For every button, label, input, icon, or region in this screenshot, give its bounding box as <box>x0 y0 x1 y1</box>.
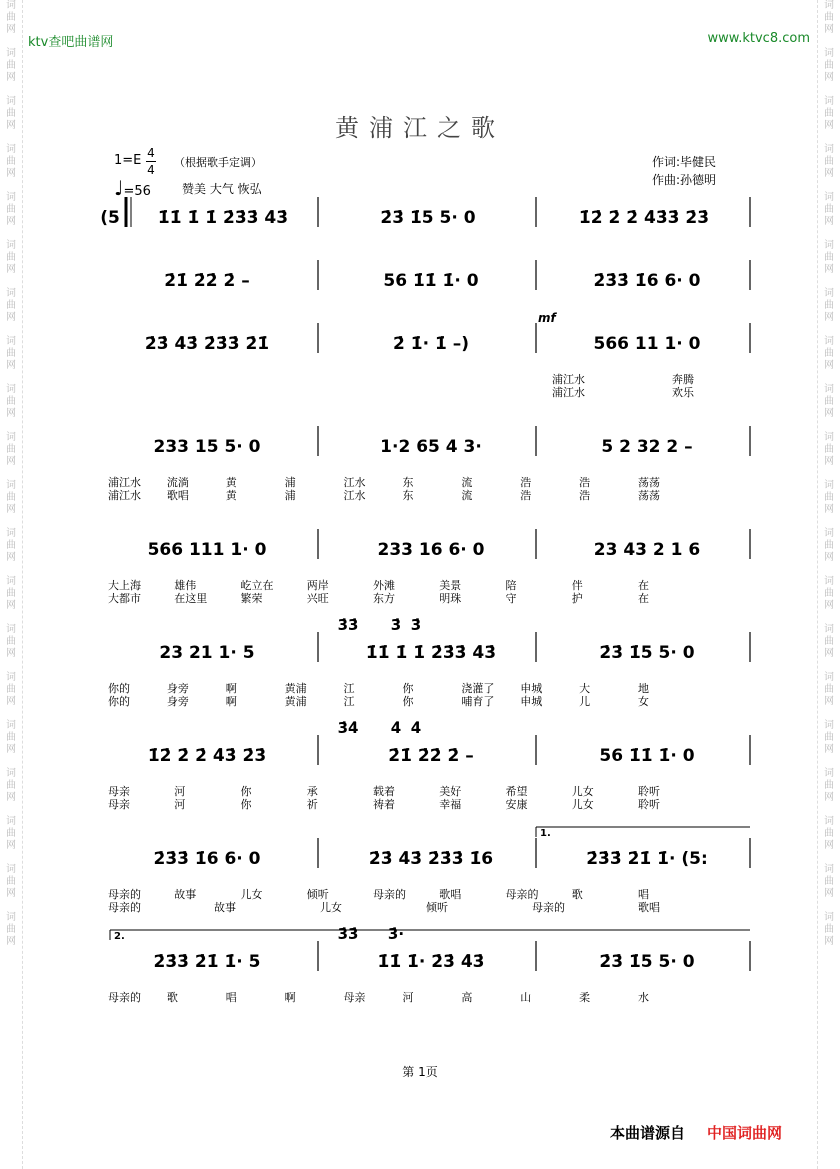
measure-notes: (5 <box>100 208 120 228</box>
lyric-word: 山 <box>520 991 532 1004</box>
lyric-word: 大都市 <box>108 592 141 605</box>
watermark-unit: 词 曲 网 <box>6 768 16 803</box>
watermark-unit: 词 曲 网 <box>824 48 834 83</box>
watermark-unit: 词 曲 网 <box>824 624 834 659</box>
upper-notes: 3̇ <box>390 616 402 634</box>
lyric-word: 黄 <box>225 489 237 502</box>
measure-notes: 5 2 32 2 – <box>601 437 693 457</box>
lyric-word: 你 <box>240 798 252 811</box>
lyric-word: 母亲 <box>343 991 366 1004</box>
watermark-unit: 词 曲 网 <box>824 720 834 755</box>
lyric-word: 流 <box>461 489 473 502</box>
lyric-word: 江水 <box>343 489 366 502</box>
lyric-word: 柔 <box>579 991 591 1004</box>
lyric-word: 歌唱 <box>638 901 660 914</box>
lyric-word: 儿 <box>579 695 591 708</box>
lyric-word: 欢乐 <box>672 386 694 399</box>
key-note: （根据歌手定调） <box>174 156 262 169</box>
measure-notes: 2̇3̇3̇ 2̇1̇ 1̇· 5 <box>153 952 261 972</box>
lyric-word: 身旁 <box>166 695 189 708</box>
measure-notes: 2̇3̇ 1̇5 5· 0 <box>599 952 695 972</box>
lyric-word: 幸福 <box>439 798 462 811</box>
lyric-word: 流淌 <box>166 476 189 489</box>
lyric-word: 在这里 <box>174 592 208 605</box>
measure-notes: 2̇1̇ 2̇2̇ 2̇ – <box>164 271 250 291</box>
upper-notes: 3̇3̇ <box>337 616 359 634</box>
lyric-word: 载着 <box>373 785 395 798</box>
measure-notes: 233 15 5· 0 <box>153 437 261 457</box>
dynamic-mf: mf <box>538 311 556 325</box>
lyric-word: 浇灌了 <box>461 682 495 695</box>
upper-notes: 3̇3̇ <box>337 925 359 943</box>
lyric-word: 申城 <box>520 695 543 708</box>
lyric-word: 在 <box>638 592 649 605</box>
volta-2: 2. <box>114 931 125 942</box>
lyric-word: 东 <box>402 489 414 502</box>
lyric-word: 雄伟 <box>174 579 197 592</box>
lyric-word: 守 <box>505 592 517 605</box>
lyric-word: 美好 <box>439 785 462 798</box>
lyric-word: 河 <box>402 991 414 1004</box>
measure-notes: 1̇1̇ 1̇· 2̇3̇ 4̇3̇ <box>377 952 485 972</box>
lyric-word: 母亲的 <box>108 901 141 914</box>
lyric-word: 希望 <box>505 785 528 798</box>
watermark-unit: 词 曲 网 <box>824 480 834 515</box>
lyric-word: 伴 <box>571 579 583 592</box>
watermark-unit: 词 曲 网 <box>6 96 16 131</box>
lyric-word: 啊 <box>225 682 237 695</box>
lyric-word: 母亲的 <box>532 901 565 914</box>
lyric-word: 外滩 <box>373 579 395 592</box>
lyric-word: 你的 <box>108 682 130 695</box>
watermark-unit: 词 曲 网 <box>6 336 16 371</box>
lyric-word: 浦江水 <box>552 386 585 399</box>
watermark-unit: 词 曲 网 <box>6 624 16 659</box>
measure-notes: 2̇3̇ 1̇5 5· 0 <box>599 643 695 663</box>
lyric-word: 倾听 <box>426 901 448 914</box>
watermark-unit: 词 曲 网 <box>824 240 834 275</box>
lyric-word: 你 <box>240 785 252 798</box>
lyric-word: 黄浦 <box>284 682 307 695</box>
measure-notes: 2̇3̇3̇ 1̇6 6· 0 <box>593 271 701 291</box>
lyric-word: 你 <box>402 695 414 708</box>
lyric-word: 护 <box>571 592 583 605</box>
lyric-word: 浩 <box>579 489 591 502</box>
lyric-word: 奔腾 <box>672 373 694 386</box>
measure-notes: 1·2 65 4 3· <box>380 437 482 457</box>
watermark-unit: 词 曲 网 <box>6 144 16 179</box>
lyric-word: 明珠 <box>439 592 462 605</box>
watermark-unit: 词 曲 网 <box>824 864 834 899</box>
lyric-word: 身旁 <box>166 682 189 695</box>
watermark-unit: 词 曲 网 <box>6 672 16 707</box>
lyric-word: 承 <box>306 785 318 798</box>
lyric-word: 聆听 <box>638 798 660 811</box>
watermark-unit: 词 曲 网 <box>6 0 16 35</box>
lyric-word: 繁荣 <box>240 592 263 605</box>
lyric-word: 啊 <box>284 991 296 1004</box>
lyric-word: 流 <box>461 476 473 489</box>
lyric-word: 在 <box>638 579 649 592</box>
lyric-word: 歌唱 <box>439 888 462 901</box>
lyric-word: 倾听 <box>306 888 329 901</box>
lyric-word: 荡荡 <box>638 476 660 489</box>
upper-notes: 3̇4̇ <box>337 719 359 737</box>
lyric-word: 啊 <box>225 695 237 708</box>
lyric-word: 你的 <box>108 695 130 708</box>
watermark-unit: 词 曲 网 <box>6 912 16 947</box>
lyric-word: 安康 <box>505 798 528 811</box>
measure-notes: 2̇3̇3̇ 1̇6 6· 0 <box>153 849 261 869</box>
lyric-word: 浩 <box>579 476 591 489</box>
measure-notes: 233 16 6· 0 <box>377 540 485 560</box>
watermark-unit: 词 曲 网 <box>824 288 834 323</box>
lyric-word: 浩 <box>520 476 532 489</box>
lyric-word: 歌 <box>166 991 178 1004</box>
measure-notes: 23 21 1· 5 <box>159 643 255 663</box>
upper-notes: 3̇· <box>387 925 405 943</box>
lyric-word: 荡荡 <box>638 489 660 502</box>
lyric-word: 大 <box>579 682 591 695</box>
lyric-word: 浦 <box>284 476 296 489</box>
lyric-word: 东 <box>402 476 414 489</box>
watermark-unit: 词 曲 网 <box>6 864 16 899</box>
source-site-link[interactable]: 中国词曲网 <box>707 1124 783 1142</box>
lyric-word: 屹立在 <box>240 579 274 592</box>
page-number: 第 1页 <box>402 1065 438 1079</box>
measure-notes: 2̇3̇ 1̇5 5· 0 <box>380 208 476 228</box>
lyric-word: 浦江水 <box>552 373 585 386</box>
lyric-word: 黄 <box>225 476 237 489</box>
lyric-word: 地 <box>638 682 649 695</box>
watermark-unit: 词 曲 网 <box>824 816 834 851</box>
lyric-word: 高 <box>461 991 473 1004</box>
watermark-unit: 词 曲 网 <box>824 528 834 563</box>
watermark-unit: 词 曲 网 <box>824 384 834 419</box>
lyric-word: 哺育了 <box>461 695 495 708</box>
watermark-unit: 词 曲 网 <box>824 672 834 707</box>
lyric-word: 美景 <box>439 579 462 592</box>
lyric-word: 母亲 <box>108 785 130 798</box>
lyric-word: 你 <box>402 682 414 695</box>
lyric-word: 故事 <box>174 888 197 901</box>
lyric-word: 儿女 <box>571 798 594 811</box>
watermark-unit: 词 曲 网 <box>824 144 834 179</box>
upper-notes: 4̇ <box>410 719 422 737</box>
quarter-note-icon: ♩ <box>114 176 124 200</box>
lyric-word: 歌 <box>571 888 583 901</box>
measure-notes: 1̇2̇ 2̇ 2̇ 4̇3̇ 2̇3̇ <box>147 746 267 766</box>
watermark-unit: 词 曲 网 <box>6 240 16 275</box>
lyric-word: 祷着 <box>373 798 395 811</box>
watermark-unit: 词 曲 网 <box>6 384 16 419</box>
lyric-word: 河 <box>174 785 186 798</box>
lyric-word: 聆听 <box>638 785 660 798</box>
site-link-left[interactable]: ktv查吧曲谱网 <box>28 35 114 50</box>
lyric-word: 母亲的 <box>505 888 539 901</box>
lyric-word: 唱 <box>638 888 649 901</box>
measure-notes: 1̇1̇ 1̇ 1̇ 2̇3̇3̇ 4̇3̇ <box>157 208 289 228</box>
lyric-word: 两岸 <box>306 579 329 592</box>
watermark-unit: 词 曲 网 <box>824 0 834 35</box>
song-title: 黄浦江之歌 <box>335 114 505 142</box>
measure-notes: 1̇2̇ 2̇ 2̇ 4̇3̇3̇ 2̇3̇ <box>578 208 710 228</box>
lyric-word: 儿女 <box>320 901 342 914</box>
measure-notes: 23 43 2 1 6 <box>593 540 701 560</box>
lyric-word: 江 <box>343 695 355 708</box>
lyric-word: 母亲的 <box>108 991 141 1004</box>
lyric-word: 陪 <box>505 579 517 592</box>
key-signature: 1=E <box>114 153 142 168</box>
measure-notes: 566 11 1· 0 <box>593 334 701 354</box>
watermark-unit: 词 曲 网 <box>824 96 834 131</box>
lyric-word: 祈 <box>306 798 318 811</box>
lyric-word: 儿女 <box>571 785 594 798</box>
lyric-word: 母亲的 <box>108 888 141 901</box>
lyric-word: 兴旺 <box>306 592 329 605</box>
watermark-unit: 词 曲 网 <box>824 336 834 371</box>
mood-marking: 赞美 大气 恢弘 <box>182 182 262 196</box>
lyric-word: 东方 <box>373 592 395 605</box>
lyric-word: 母亲的 <box>373 888 406 901</box>
measure-notes: 566 111 1· 0 <box>147 540 267 560</box>
lyric-word: 江水 <box>343 476 366 489</box>
tempo-value: =56 <box>123 184 151 199</box>
measure-notes: 2̇ 1̇· 1̇ –) <box>393 334 469 354</box>
lyric-word: 黄浦 <box>284 695 307 708</box>
watermark-unit: 词 曲 网 <box>6 576 16 611</box>
measure-notes: 2̇3̇ 4̇3̇ 2̇3̇3̇ 1̇6 <box>368 849 494 869</box>
lyric-word: 申城 <box>520 682 543 695</box>
time-signature-bottom: 4 <box>147 163 155 177</box>
watermark-unit: 词 曲 网 <box>6 192 16 227</box>
composer: 作曲:孙德明 <box>652 173 717 187</box>
watermark-unit: 词 曲 网 <box>824 432 834 467</box>
watermark-unit: 词 曲 网 <box>6 720 16 755</box>
time-signature-top: 4 <box>147 146 155 160</box>
lyric-word: 大上海 <box>108 579 141 592</box>
lyric-word: 江 <box>343 682 355 695</box>
lyric-word: 女 <box>638 695 649 708</box>
watermark-unit: 词 曲 网 <box>824 192 834 227</box>
watermark-unit: 词 曲 网 <box>6 816 16 851</box>
source-credit <box>610 1122 782 1143</box>
lyric-word: 母亲 <box>108 798 130 811</box>
lyric-word: 河 <box>174 798 186 811</box>
lyric-word: 儿女 <box>240 888 263 901</box>
watermark-unit: 词 曲 网 <box>824 912 834 947</box>
measure-notes: 2̇3̇ 4̇3̇ 2̇3̇3̇ 2̇1̇ <box>144 334 270 354</box>
lyric-word: 水 <box>638 991 649 1004</box>
lyric-word: 浦江水 <box>108 476 141 489</box>
measure-notes: 56 1̇1̇ 1̇· 0 <box>599 746 695 766</box>
lyric-word: 浦江水 <box>108 489 141 502</box>
source-label: 本曲谱源自 <box>610 1124 686 1142</box>
measure-notes: 1̇1̇ 1̇ 1̇ 2̇3̇3̇ 4̇3̇ <box>365 643 497 663</box>
volta-1: 1. <box>540 828 551 839</box>
lyric-word: 浦 <box>284 489 296 502</box>
measure-notes: 2̇3̇3̇ 2̇1̇ 1̇· (5: <box>586 849 708 869</box>
watermark-unit: 词 曲 网 <box>6 480 16 515</box>
watermark-unit: 词 曲 网 <box>824 768 834 803</box>
lyric-word: 歌唱 <box>166 489 189 502</box>
measure-notes: 2̇1̇ 2̇2̇ 2̇ – <box>388 746 474 766</box>
lyricist: 作词:毕健民 <box>652 155 717 169</box>
watermark-unit: 词 曲 网 <box>824 576 834 611</box>
watermark-unit: 词 曲 网 <box>6 288 16 323</box>
site-link-right[interactable]: www.ktvc8.com <box>707 31 810 46</box>
watermark-unit: 词 曲 网 <box>6 432 16 467</box>
watermark-unit: 词 曲 网 <box>6 528 16 563</box>
upper-notes: 4̇ <box>390 719 402 737</box>
lyric-word: 唱 <box>225 991 237 1004</box>
lyric-word: 故事 <box>214 901 236 914</box>
lyric-word: 浩 <box>520 489 532 502</box>
measure-notes: 56 1̇1̇ 1̇· 0 <box>383 271 479 291</box>
watermark-unit: 词 曲 网 <box>6 48 16 83</box>
upper-notes: 3̇ <box>410 616 422 634</box>
